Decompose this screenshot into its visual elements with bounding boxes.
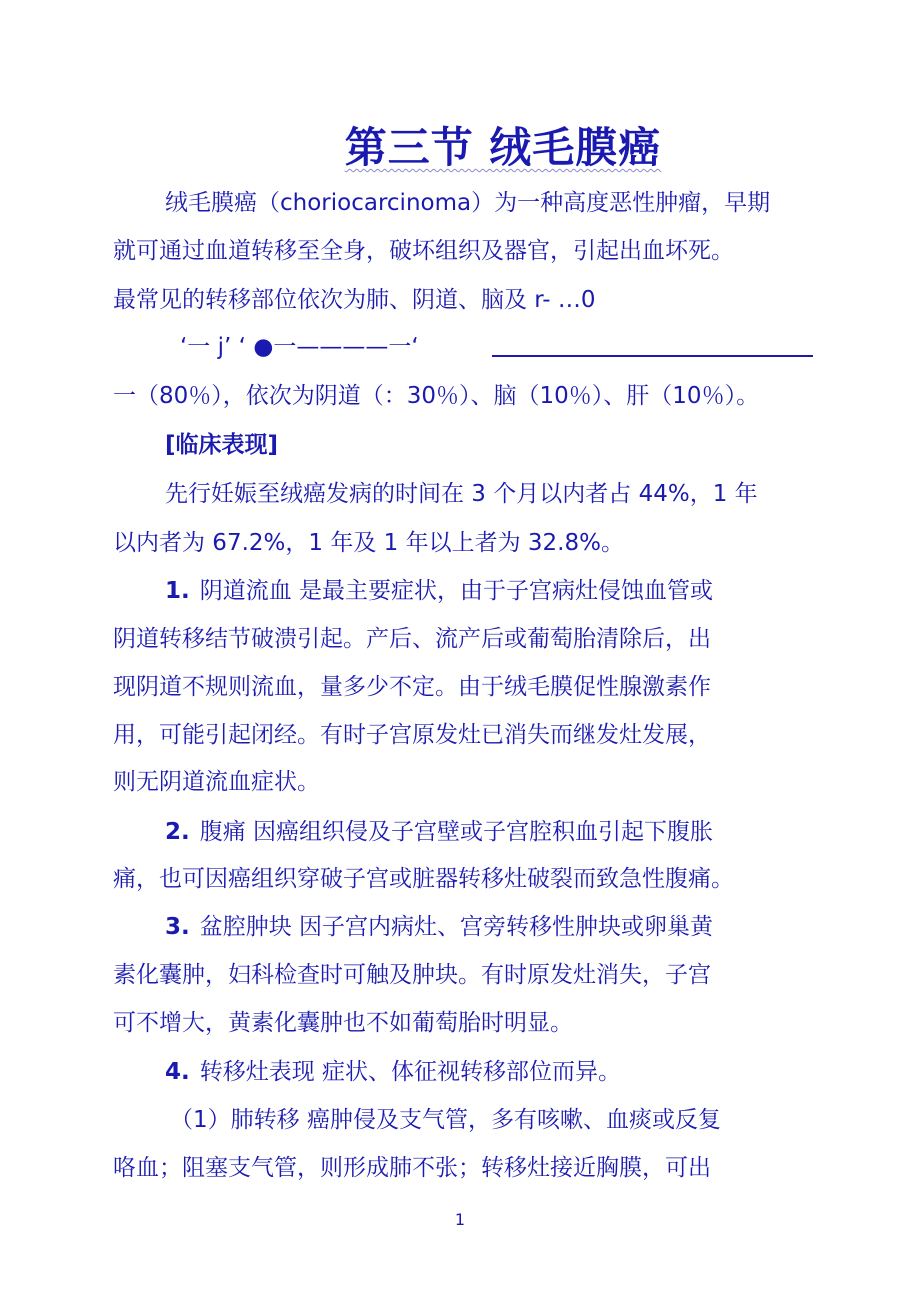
- intro-line-2: 就可通过血道转移至全身，破坏组织及器官，引起出血坏死。: [113, 238, 734, 264]
- onset-line-1: 先行妊娠至绒癌发病的时间在 3 个月以内者占 44%，1 年: [165, 481, 758, 507]
- section-title: [0, 118, 920, 178]
- item1-line-3: 现阴道不规则流血，量多少不定。由于绒毛膜促性腺激素作: [113, 674, 711, 700]
- item3-line-3: 可不增大，黄素化囊肿也不如葡萄胎时明显。: [113, 1010, 573, 1036]
- item2-number: 2.: [165, 819, 190, 845]
- blank-underline: [492, 355, 813, 357]
- item4-text-1: 转移灶表现 症状、体征视转移部位而异。: [199, 1059, 622, 1085]
- item4-number: 4.: [165, 1059, 190, 1085]
- item4-line-1: [165, 1057, 865, 1087]
- sub1-line-2: 咯血；阻塞支气管，则形成肺不张；转移灶接近胸膜，可出: [113, 1155, 711, 1181]
- item2-line-1: [165, 817, 865, 847]
- item3-number: 3.: [165, 914, 190, 940]
- item1-line-4: 用，可能引起闭经。有时子宫原发灶已消失而继发灶发展，: [113, 722, 711, 748]
- section-title-text: 第三节 绒毛膜癌: [344, 123, 662, 172]
- onset-line-2: 以内者为 67.2%，1 年及 1 年以上者为 32.8%。: [113, 530, 624, 556]
- item2-text-1: 腹痛 因癌组织侵及子宫壁或子宫腔积血引起下腹胀: [199, 819, 714, 845]
- page-number: 1: [454, 1210, 466, 1229]
- item1-line-5: 则无阴道流血症状。: [113, 769, 320, 795]
- item3-text-1: 盆腔肿块 因子宫内病灶、宫旁转移性肿块或卵巢黄: [199, 914, 714, 940]
- intro-line-3: 最常见的转移部位依次为肺、阴道、脑及 r- …0: [113, 287, 596, 313]
- item1-text-1: 阴道流血 是最主要症状，由于子宫病灶侵蚀血管或: [199, 578, 714, 604]
- intro-line-1: 绒毛膜癌（choriocarcinoma）为一种高度恶性肿瘤，早期: [165, 190, 771, 216]
- clinical-heading: [临床表现]: [165, 432, 279, 458]
- intro-line-4: ‘一 j’ ‘ ●一————一‘: [180, 334, 419, 360]
- item1-number: 1.: [165, 578, 190, 604]
- item1-line-1: [165, 576, 865, 606]
- item1-line-2: 阴道转移结节破溃引起。产后、流产后或葡萄胎清除后，出: [113, 626, 711, 652]
- item2-line-2: 痛，也可因癌组织穿破子宫或脏器转移灶破裂而致急性腹痛。: [113, 866, 734, 892]
- item3-line-1: [165, 912, 865, 942]
- item3-line-2: 素化囊肿，妇科检查时可触及肿块。有时原发灶消失，子宫: [113, 962, 711, 988]
- intro-line-5: 一（80％），依次为阴道（：30％）、脑（10％）、肝（10％）。: [113, 383, 760, 409]
- sub1-line-1: （1）肺转移 癌肿侵及支气管，多有咳嗽、血痰或反复: [170, 1107, 721, 1133]
